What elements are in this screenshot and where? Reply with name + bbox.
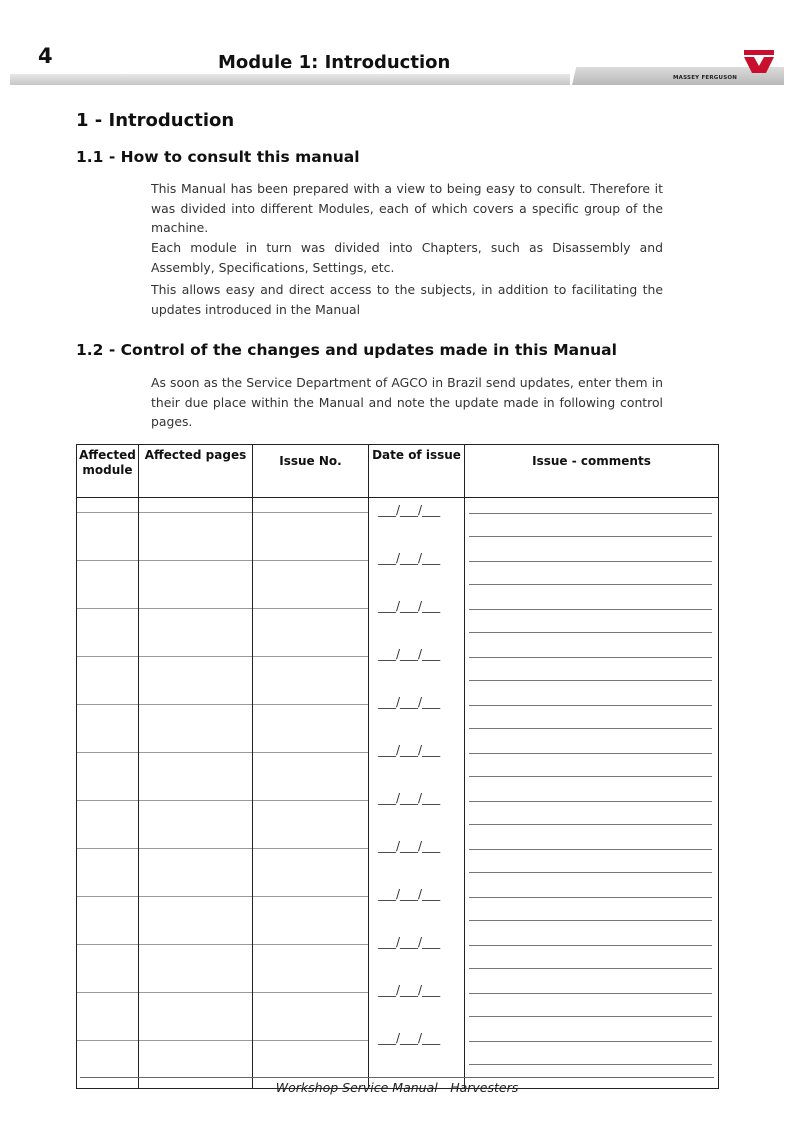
cell-affected-module[interactable] xyxy=(77,945,139,993)
date-placeholder: ___/___/___ xyxy=(378,551,441,565)
header-date-of-issue: Date of issue xyxy=(369,445,465,498)
cell-issue-comments[interactable] xyxy=(465,945,719,993)
comment-rule xyxy=(469,945,712,946)
cell-affected-pages[interactable] xyxy=(139,897,253,945)
section-title: 1 - Introduction xyxy=(76,110,235,131)
subsection-title-1-1: 1.1 - How to consult this manual xyxy=(76,148,360,166)
cell-affected-pages[interactable] xyxy=(139,945,253,993)
cell-affected-pages[interactable] xyxy=(139,609,253,657)
comment-rule xyxy=(469,1064,712,1065)
date-placeholder: ___/___/___ xyxy=(378,1031,441,1045)
cell-affected-pages[interactable] xyxy=(139,801,253,849)
comment-rule xyxy=(469,657,712,658)
update-control-table xyxy=(76,444,719,1089)
comment-lines xyxy=(469,513,712,560)
cell-issue-no[interactable] xyxy=(253,897,369,945)
cell-affected-module[interactable] xyxy=(77,801,139,849)
comment-rule xyxy=(469,609,712,610)
footer-rule xyxy=(80,1077,714,1078)
cell-affected-module[interactable] xyxy=(77,609,139,657)
comment-rule xyxy=(469,1041,712,1042)
header-affected-module: Affected module xyxy=(77,445,139,498)
date-placeholder: ___/___/___ xyxy=(378,647,441,661)
cell-issue-comments[interactable] xyxy=(465,753,719,801)
comment-lines xyxy=(469,609,712,656)
cell-affected-pages[interactable] xyxy=(139,657,253,705)
header-issue-no: Issue No. xyxy=(253,445,369,498)
brand-name: MASSEY FERGUSON xyxy=(673,75,738,81)
comment-rule xyxy=(469,1016,712,1017)
subsection-title-1-2: 1.2 - Control of the changes and updates made in this Manual xyxy=(76,341,617,359)
header-issue-comments: Issue - comments xyxy=(465,445,719,498)
cell-affected-pages[interactable] xyxy=(139,705,253,753)
footer-text: Workshop Service Manual - Harvesters xyxy=(275,1080,519,1095)
cell-issue-no[interactable] xyxy=(253,657,369,705)
cell-affected-pages[interactable] xyxy=(139,753,253,801)
cell-affected-module[interactable] xyxy=(77,897,139,945)
comment-rule xyxy=(469,536,712,537)
comment-lines xyxy=(469,705,712,752)
comment-lines xyxy=(469,849,712,896)
comment-rule xyxy=(469,776,712,777)
comment-rule xyxy=(469,872,712,873)
paragraph-control: As soon as the Service Department of AGCO in Brazil send updates, enter them in their due place within the Manual and note the update made in following control pages. xyxy=(151,375,663,429)
comment-rule xyxy=(469,993,712,994)
cell-affected-module[interactable] xyxy=(77,513,139,561)
cell-issue-no[interactable] xyxy=(253,561,369,609)
cell-issue-comments[interactable] xyxy=(465,561,719,609)
cell-affected-module[interactable] xyxy=(77,561,139,609)
paragraph-consult-3: This allows easy and direct access to the subjects, in addition to facilitating the updates introduced in the Manual xyxy=(151,282,663,317)
cell-issue-no[interactable] xyxy=(253,705,369,753)
comment-rule xyxy=(469,920,712,921)
date-placeholder: ___/___/___ xyxy=(378,743,441,757)
date-placeholder: ___/___/___ xyxy=(378,791,441,805)
comment-rule xyxy=(469,561,712,562)
comment-rule xyxy=(469,680,712,681)
cell-issue-no[interactable] xyxy=(253,801,369,849)
cell-issue-comments[interactable] xyxy=(465,897,719,945)
comment-rule xyxy=(469,584,712,585)
comment-rule xyxy=(469,801,712,802)
date-placeholder: ___/___/___ xyxy=(378,503,441,517)
header-band xyxy=(10,74,570,85)
cell-issue-comments[interactable] xyxy=(465,801,719,849)
cell-affected-module[interactable] xyxy=(77,849,139,897)
comment-rule xyxy=(469,513,712,514)
comment-rule xyxy=(469,728,712,729)
paragraph-consult-2: Each module in turn was divided into Chapters, such as Disassembly and Assembly, Specifications, Settings, etc. xyxy=(151,240,663,275)
comment-rule xyxy=(469,632,712,633)
cell-issue-comments[interactable] xyxy=(465,498,719,513)
cell-issue-no[interactable] xyxy=(253,609,369,657)
cell-issue-comments[interactable] xyxy=(465,705,719,753)
comment-lines xyxy=(469,897,712,944)
date-placeholder: ___/___/___ xyxy=(378,935,441,949)
module-title: Module 1: Introduction xyxy=(218,52,451,73)
comment-rule xyxy=(469,849,712,850)
cell-issue-no[interactable] xyxy=(253,945,369,993)
cell-issue-comments[interactable] xyxy=(465,513,719,561)
cell-issue-no[interactable] xyxy=(253,993,369,1041)
cell-issue-no[interactable] xyxy=(253,753,369,801)
comment-lines xyxy=(469,993,712,1040)
date-placeholder: ___/___/___ xyxy=(378,599,441,613)
cell-affected-pages[interactable] xyxy=(139,993,253,1041)
page-number: 4 xyxy=(38,44,53,68)
cell-issue-comments[interactable] xyxy=(465,657,719,705)
cell-affected-module[interactable] xyxy=(77,498,139,513)
massey-ferguson-logo-icon xyxy=(744,50,774,73)
paragraph-consult-1: This Manual has been prepared with a view to being easy to consult. Therefore it was divided into different Modules, each of which covers a specific group of the machine. xyxy=(151,181,663,235)
comment-rule xyxy=(469,968,712,969)
cell-issue-no[interactable] xyxy=(253,513,369,561)
comment-lines xyxy=(469,945,712,992)
table-body xyxy=(77,498,719,1089)
comment-lines xyxy=(469,801,712,848)
cell-affected-module[interactable] xyxy=(77,705,139,753)
comment-rule xyxy=(469,897,712,898)
date-placeholder: ___/___/___ xyxy=(378,695,441,709)
cell-affected-pages[interactable] xyxy=(139,498,253,513)
cell-issue-no[interactable] xyxy=(253,849,369,897)
cell-issue-comments[interactable] xyxy=(465,609,719,657)
comment-rule xyxy=(469,705,712,706)
date-placeholder: ___/___/___ xyxy=(378,887,441,901)
header-affected-pages: Affected pages xyxy=(139,445,253,498)
cell-issue-comments[interactable] xyxy=(465,849,719,897)
comment-rule xyxy=(469,753,712,754)
comment-lines xyxy=(469,657,712,704)
cell-affected-pages[interactable] xyxy=(139,849,253,897)
table-header-row xyxy=(77,445,719,498)
cell-affected-module[interactable] xyxy=(77,993,139,1041)
comment-lines xyxy=(469,753,712,800)
cell-issue-no[interactable] xyxy=(253,498,369,513)
cell-affected-module[interactable] xyxy=(77,657,139,705)
date-placeholder: ___/___/___ xyxy=(378,983,441,997)
date-placeholder: ___/___/___ xyxy=(378,839,441,853)
comment-rule xyxy=(469,824,712,825)
cell-affected-pages[interactable] xyxy=(139,513,253,561)
cell-affected-module[interactable] xyxy=(77,753,139,801)
cell-affected-pages[interactable] xyxy=(139,561,253,609)
comment-lines xyxy=(469,561,712,608)
cell-issue-comments[interactable] xyxy=(465,993,719,1041)
